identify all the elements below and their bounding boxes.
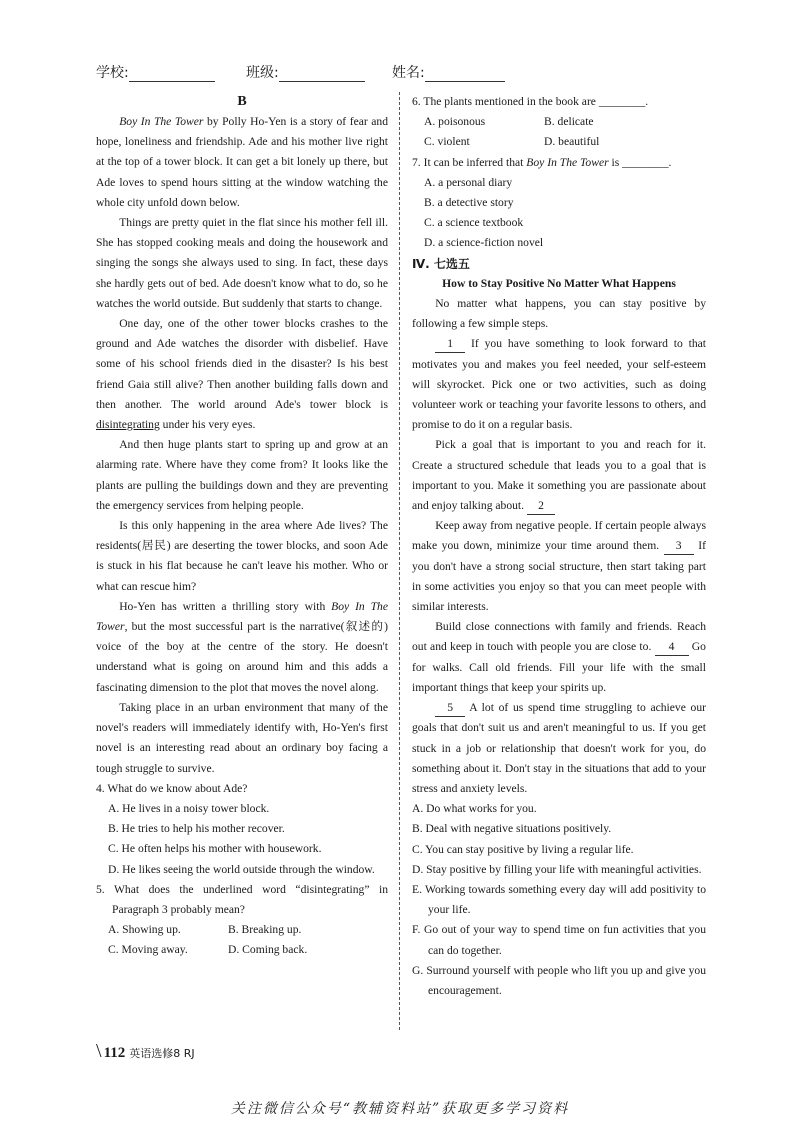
question-5-option-b[interactable]: B. Breaking up. [228,923,302,937]
question-7-option-a[interactable]: A. a personal diary [424,175,513,189]
passage-paragraph-1: Boy In The Tower by Polly Ho-Yen is a story of fear and hope, loneliness and friendship. Ade and his mother live right at the top of a tower block. It can get a bit lonely up there, but Ade loves to spend hours sitting at the window watching the whole city unfold down below. [96,115,388,209]
question-4-option-b[interactable]: B. He tries to help his mother recover. [108,822,285,836]
name-label: 姓名: [392,65,425,81]
question-7-option-c[interactable]: C. a science textbook [424,216,524,230]
question-4-option-d[interactable]: D. He likes seeing the world outside through the window. [108,862,375,876]
question-5-options-row-1 [96,920,388,940]
question-7-stem: 7. It can be inferred that Boy In The Tower is ________. [412,155,672,169]
cloze-option-f[interactable]: F. Go out of your way to spend time on fun activities that you can do together. [412,923,706,957]
class-field [246,62,365,82]
blank-2[interactable]: 2 [527,498,555,515]
promo-note: 关注微信公众号“教辅资料站”获取更多学习资料 [230,1101,570,1117]
book-label: 英语选修8 RJ [129,1047,195,1060]
cloze-paragraph-2: Pick a goal that is important to you and reach for it. Create a structured schedule that leads you to a goal that is important to you. Make it something you are passionate about and enjoy talking about. 2 [412,435,706,516]
question-7-option-d[interactable]: D. a science-fiction novel [424,236,544,250]
header [96,62,716,84]
question-4-option-c[interactable]: C. He often helps his mother with housework. [108,842,322,856]
question-6-option-a[interactable]: A. poisonous [424,115,486,129]
cloze-option-d[interactable]: D. Stay positive by filling your life with meaningful activities. [412,862,702,876]
name-line[interactable] [425,67,505,82]
school-line[interactable] [129,67,215,82]
question-6-stem: 6. The plants mentioned in the book are ________. [412,95,649,108]
page-footer [96,1040,195,1063]
question-5-options-row-2 [96,940,388,960]
school-label: 学校: [96,65,129,81]
section-heading: Ⅳ. 七选五 [412,256,470,271]
blank-4[interactable]: 4 [655,639,689,656]
class-label: 班级: [246,65,279,81]
cloze-option-g[interactable]: G. Surround yourself with people who lift you up and give you encouragement. [412,963,706,997]
blank-1[interactable]: 1 [435,336,465,353]
question-6-option-d[interactable]: D. beautiful [544,135,600,149]
passage-paragraph-5: Is this only happening in the area where Ade lives? The residents(居民) are deserting the tower blocks, and soon Ade is stuck in his flat because he can't leave his mother. Who or what can rescue him? [96,519,388,593]
passage-paragraph-3: One day, one of the other tower blocks crashes to the ground and Ade watches the disorder with disbelief. Have some of his school friends died in the disaster? Is his best friend Gaia still alive? Then another building falls down and then another. The world around Ade's tower block is disintegrating under his very eyes. [96,317,388,432]
cloze-paragraph-4: Build close connections with family and friends. Reach out and keep in touch with people you are close to. 4 Go for walks. Call old friends. Fill your life with the small important things that keep your spirits up. [412,620,706,694]
passage-paragraph-7: Taking place in an urban environment that many of the novel's readers will immediately identify with, Ho-Yen's first novel is an interesting read about an ordinary boy facing a tough struggle to survive. [96,700,388,775]
question-7-option-b[interactable]: B. a detective story [424,196,514,210]
cloze-paragraph-1: 1 If you have something to look forward to that motivates you and makes you feel needed, your self-esteem will skyrocket. Pick one or two activities, such as doing volunteer work or teaching your favorite lessons to others, and promise to do it on a regular basis. [412,337,706,432]
passage-title: How to Stay Positive No Matter What Happens [442,276,676,290]
intro-paragraph: No matter what happens, you can stay positive by following a few simple steps. [412,297,706,331]
question-5-option-a[interactable]: A. Showing up. [108,923,181,937]
blank-3[interactable]: 3 [664,538,694,555]
cloze-option-c[interactable]: C. You can stay positive by living a regular life. [412,842,634,856]
question-6-options-row-2 [412,132,706,152]
cloze-paragraph-5: 5 A lot of us spend time struggling to achieve our goals that don't suit us and aren't meaningful to us. If you get stuck in a job or relationship that doesn't work for you, do something about it. Don't stay in the situations that add to your stress and anxiety levels. [412,701,706,795]
question-6-options-row-1 [412,112,706,132]
cloze-option-b[interactable]: B. Deal with negative situations positively. [412,822,612,836]
question-6-option-c[interactable]: C. violent [424,135,470,149]
passage-paragraph-4: And then huge plants start to spring up and grow at an alarming rate. Where have they come from? It looks like the plants are pulling the buildings down and they are preventing the emergency services from helping people. [96,438,388,512]
book-title: Boy In The Tower [119,115,204,128]
passage-paragraph-2: Things are pretty quiet in the flat since his mother fell ill. She has stopped cooking meals and doing the housework and singing the songs she always used to sing. In fact, these days she hardly gets out of bed. Ade doesn't know what to do, so he watches the world outside. But suddenly that starts to change. [96,216,388,310]
column-divider [399,92,400,1030]
question-6-option-b[interactable]: B. delicate [544,115,594,129]
cloze-option-e[interactable]: E. Working towards something every day will add positivity to your life. [412,882,706,917]
passage-paragraph-6: Ho-Yen has written a thrilling story with Boy In The Tower, but the most successful part is the narrative(叙述的) voice of the boy at the centre of the story. He doesn't understand what is going on around him and this adds a fascinating dimension to the plot that moves the novel along. [96,599,388,694]
slash-mark: \ [96,1040,102,1062]
name-field [392,62,505,82]
question-5-option-d[interactable]: D. Coming back. [228,943,308,957]
question-4-stem: 4. What do we know about Ade? [96,781,248,795]
underlined-word: disintegrating [96,418,160,432]
blank-5[interactable]: 5 [435,700,465,717]
left-column [96,92,388,961]
question-4-option-a[interactable]: A. He lives in a noisy tower block. [108,801,270,815]
passage-label: B [237,94,247,109]
cloze-option-a[interactable]: A. Do what works for you. [412,802,537,816]
question-5-stem: 5. What does the underlined word “disintegrating” in Paragraph 3 probably mean? [96,882,388,916]
page-number: 112 [103,1045,126,1061]
book-title: Boy In The Tower [96,599,388,634]
cloze-paragraph-3: Keep away from negative people. If certain people always make you down, minimize your time around them. 3 If you don't have a strong social structure, then start taking part in some activities you enjoy so that you can meet people with similar interests. [412,519,706,614]
right-column [412,92,706,1001]
school-field [96,62,215,82]
question-5-option-c[interactable]: C. Moving away. [108,943,188,957]
class-line[interactable] [279,67,365,82]
